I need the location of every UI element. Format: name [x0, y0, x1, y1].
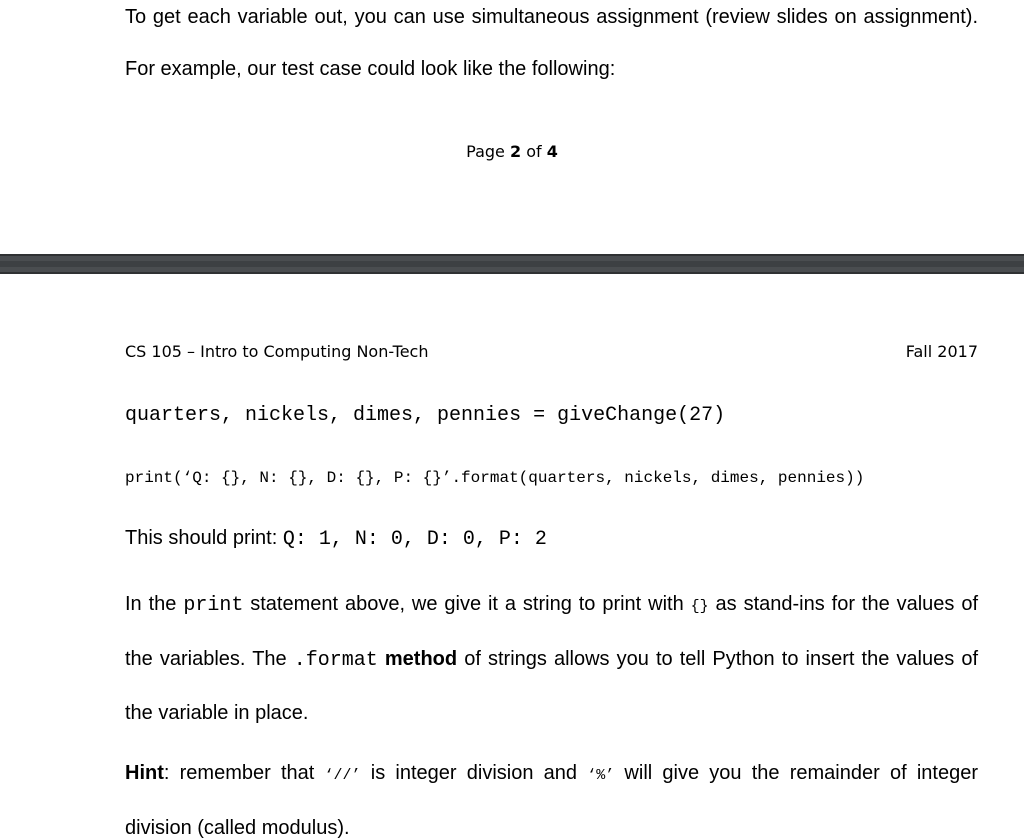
output-label: This should print:	[125, 527, 283, 549]
hint-text-2: is integer division and	[360, 762, 588, 784]
page-current: 2	[509, 142, 522, 161]
page-separator-inner	[0, 261, 1024, 267]
page-total: 4	[546, 142, 558, 161]
intro-text: To get each variable out, you can use simultaneous assignment (review slides on assignment). For example, our test case could look like the following:	[125, 6, 978, 80]
method-bold: method	[377, 648, 458, 670]
page-prefix: Page	[466, 142, 510, 161]
term-header: Fall 2017	[905, 342, 978, 361]
hint-label: Hint	[125, 762, 164, 784]
explanation-text-3: as stand-ins for the values of the variables. The	[125, 593, 978, 670]
explanation-paragraph	[125, 578, 978, 739]
course-header: CS 105 – Intro to Computing Non-Tech	[125, 342, 429, 361]
code-modulus: ‘%’	[587, 767, 615, 784]
explanation-text-4: of strings allows you to tell Python to insert the values of the variable in place.	[125, 648, 978, 724]
explanation-text-2: statement above, we give it a string to print with	[243, 593, 691, 615]
code-format-method: .format	[293, 649, 378, 672]
hint-paragraph	[125, 747, 978, 839]
explanation-text-1: In the	[125, 593, 184, 615]
output-value: Q: 1, N: 0, D: 0, P: 2	[282, 528, 547, 551]
code-floor-division: ‘//’	[324, 767, 361, 784]
page-separator	[0, 254, 1024, 274]
code-braces: {}	[690, 598, 709, 615]
intro-paragraph	[125, 0, 978, 95]
code-line-print: print(‘Q: {}, N: {}, D: {}, P: {}’.format(quarters, nickels, dimes, pennies))	[125, 469, 865, 487]
output-line	[125, 527, 547, 551]
page-mid: of	[521, 142, 547, 161]
hint-text-1: : remember that	[163, 762, 325, 784]
page-number	[0, 142, 1024, 161]
code-print-keyword: print	[183, 594, 244, 617]
code-line-assignment: quarters, nickels, dimes, pennies = giveChange(27)	[125, 404, 726, 427]
hint-text-3: will give you the remainder of integer division (called modulus).	[125, 762, 979, 839]
